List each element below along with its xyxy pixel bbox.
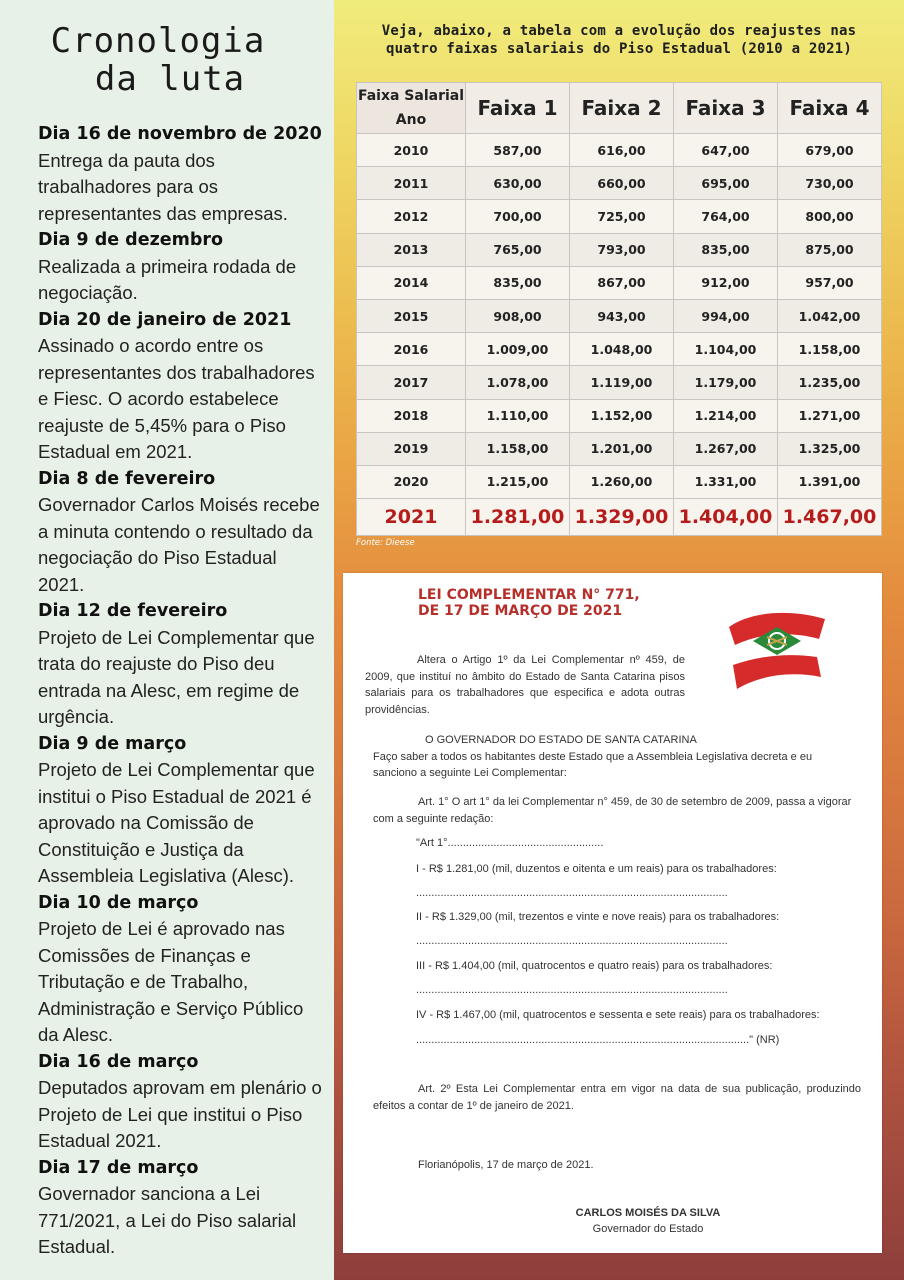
law-item-3: III - R$ 1.404,00 (mil, quatrocentos e quatro reais) para os trabalhadores: [416,960,773,972]
timeline-date: Dia 12 de fevereiro [38,601,228,621]
table-row [357,266,882,299]
law-ementa: Altera o Artigo 1º da Lei Complementar nº 459, de 2009, que instituí no âmbito do Estado de Santa Catarina pisos salariais para os trabalhadores que especifica e adota outras providências. [365,654,685,716]
table-cell-value: 800,00 [778,200,882,233]
table-row [357,233,882,266]
table-cell-value: 1.467,00 [778,499,882,536]
table-cell-year: 2013 [357,233,466,266]
table-cell-value: 764,00 [674,200,778,233]
table-cell-value: 793,00 [570,233,674,266]
timeline-panel [0,0,334,1280]
table-cell-value: 1.215,00 [466,465,570,498]
table-cell-value: 867,00 [570,266,674,299]
table-cell-value: 1.271,00 [778,399,882,432]
table-cell-value: 1.179,00 [674,366,778,399]
table-cell-value: 730,00 [778,167,882,200]
table-cell-year: 2016 [357,333,466,366]
timeline-text: Projeto de Lei é aprovado nas Comissões de Finanças e Tributação e de Trabalho, Administração e Serviço Público da Alesc. [38,918,304,1045]
law-article-1: Art. 1° O art 1° da lei Complementar n° 459, de 30 de setembro de 2009, passa a vigorar com a seguinte redação: [373,796,852,825]
timeline-text: Governador sanciona a Lei 771/2021, a Lei do Piso salarial Estadual. [38,1183,297,1257]
timeline-text: Assinado o acordo entre os representantes dos trabalhadores e Fiesc. O acordo estabelece reajuste de 5,45% para o Piso Estadual em 2021. [38,335,315,462]
law-article-2: Art. 2º Esta Lei Complementar entra em vigor na data de sua publicação, produzindo efeitos a contar de 1º de janeiro de 2021. [373,1083,861,1112]
law-art1-quote: "Art 1°................................................... [416,837,604,849]
salary-table [356,82,882,536]
table-cell-value: 1.325,00 [778,432,882,465]
table-cell-value: 1.158,00 [466,432,570,465]
table-intro: Veja, abaixo, a tabela com a evolução dos reajustes nas quatro faixas salariais do Piso Estadual (2010 a 2021) [381,23,857,57]
table-cell-year: 2010 [357,134,466,167]
table-cell-value: 1.078,00 [466,366,570,399]
table-cell-value: 1.235,00 [778,366,882,399]
law-signature: CARLOS MOISÉS DA SILVA Governador do Estado [575,1207,721,1235]
table-cell-year: 2011 [357,167,466,200]
table-cell-year: 2014 [357,266,466,299]
law-place-date: Florianópolis, 17 de março de 2021. [418,1159,594,1171]
table-cell-value: 725,00 [570,200,674,233]
timeline-text: Projeto de Lei Complementar que trata do reajuste do Piso deu entrada na Alesc, em regime de urgência. [38,626,315,727]
table-cell-value: 835,00 [674,233,778,266]
timeline-date: Dia 9 de dezembro [38,230,224,250]
table-cell-value: 616,00 [570,134,674,167]
law-item-1: I - R$ 1.281,00 (mil, duzentos e oitenta e um reais) para os trabalhadores: [416,863,777,875]
table-cell-value: 587,00 [466,134,570,167]
table-cell-value: 1.104,00 [674,333,778,366]
table-cell-value: 912,00 [674,266,778,299]
table-cell-year: 2015 [357,299,466,332]
law-title: LEI COMPLEMENTAR N° 771, DE 17 DE MARÇO DE 2021 [418,587,640,619]
table-cell-value: 908,00 [466,299,570,332]
table-cell-year: 2017 [357,366,466,399]
table-row [357,134,882,167]
table-cell-year: 2019 [357,432,466,465]
table-cell-value: 835,00 [466,266,570,299]
table-row [357,299,882,332]
timeline-text: Projeto de Lei Complementar que institui o Piso Estadual de 2021 é aprovado na Comissão de Constituição e Justiça da Assembleia Legislativa (Alesc). [38,759,315,886]
table-cell-year: 2012 [357,200,466,233]
table-cell-value: 1.009,00 [466,333,570,366]
table-header-faixa-3: Faixa 3 [674,83,778,134]
timeline-date: Dia 10 de março [38,892,199,913]
table-row [357,399,882,432]
table-cell-value: 1.152,00 [570,399,674,432]
table-cell-value: 1.331,00 [674,465,778,498]
timeline-date: Dia 16 de março [38,1051,199,1072]
timeline-title: Cronologia da luta [50,21,266,99]
table-cell-value: 1.404,00 [674,499,778,536]
timeline-date: Dia 9 de março [38,733,187,754]
timeline-list [38,121,328,1261]
table-cell-value: 1.281,00 [466,499,570,536]
table-cell-value: 1.214,00 [674,399,778,432]
table-cell-value: 1.267,00 [674,432,778,465]
table-header-faixa-2: Faixa 2 [570,83,674,134]
table-corner-header: Faixa Salarial Ano [357,83,466,134]
timeline-date: Dia 17 de março [38,1157,199,1178]
santa-catarina-flag-icon [721,605,833,693]
table-header-faixa-1: Faixa 1 [466,83,570,134]
law-dots-line: ...................................................................................................... [416,887,728,899]
table-cell-value: 647,00 [674,134,778,167]
law-dots-line: ...................................................................................................... [416,935,728,947]
table-row [357,432,882,465]
table-cell-value: 1.110,00 [466,399,570,432]
table-cell-value: 630,00 [466,167,570,200]
timeline-date: Dia 20 de janeiro de 2021 [38,309,292,330]
table-source: Fonte: Dieese [356,538,415,548]
table-cell-value: 1.329,00 [570,499,674,536]
table-row [357,366,882,399]
law-dots-line: ...................................................................................................... [416,984,728,996]
table-header-faixa-4: Faixa 4 [778,83,882,134]
law-item-2: II - R$ 1.329,00 (mil, trezentos e vinte e nove reais) para os trabalhadores: [416,911,780,923]
table-cell-value: 1.119,00 [570,366,674,399]
table-cell-value: 875,00 [778,233,882,266]
table-row [357,499,882,536]
law-document [343,573,882,1253]
table-cell-value: 1.048,00 [570,333,674,366]
timeline-date: Dia 16 de novembro de 2020 [38,124,322,144]
table-cell-value: 1.158,00 [778,333,882,366]
timeline-text: Realizada a primeira rodada de negociação. [38,255,297,303]
table-cell-value: 1.042,00 [778,299,882,332]
table-cell-value: 943,00 [570,299,674,332]
table-row [357,167,882,200]
timeline-text: Deputados aprovam em plenário o Projeto de Lei que institui o Piso Estadual 2021. [38,1077,322,1151]
table-row [357,200,882,233]
table-cell-value: 679,00 [778,134,882,167]
table-cell-value: 1.201,00 [570,432,674,465]
law-preamble: O GOVERNADOR DO ESTADO DE SANTA CATARINA Faço saber a todos os habitantes deste Estado que a Assembleia Legislativa decreta e eu sanciono a seguinte Lei Complementar: [373,734,813,779]
table-cell-year: 2020 [357,465,466,498]
table-cell-value: 765,00 [466,233,570,266]
timeline-date: Dia 8 de fevereiro [38,468,216,489]
table-cell-value: 994,00 [674,299,778,332]
table-cell-value: 660,00 [570,167,674,200]
table-body [357,134,882,536]
law-closing-dots: ............................................................................................................." (NR) [416,1034,780,1046]
table-row [357,465,882,498]
table-cell-value: 957,00 [778,266,882,299]
table-cell-year: 2018 [357,399,466,432]
timeline-text: Entrega da pauta dos trabalhadores para os representantes das empresas. [38,149,288,224]
table-header-row [357,83,882,134]
table-cell-value: 1.260,00 [570,465,674,498]
table-cell-year: 2021 [357,499,466,536]
table-cell-value: 695,00 [674,167,778,200]
law-item-4: IV - R$ 1.467,00 (mil, quatrocentos e sessenta e sete reais) para os trabalhadores: [416,1009,820,1021]
timeline-text: Governador Carlos Moisés recebe a minuta contendo o resultado da negociação do Piso Estadual 2021. [38,494,320,595]
table-cell-value: 1.391,00 [778,465,882,498]
table-cell-value: 700,00 [466,200,570,233]
table-row [357,333,882,366]
